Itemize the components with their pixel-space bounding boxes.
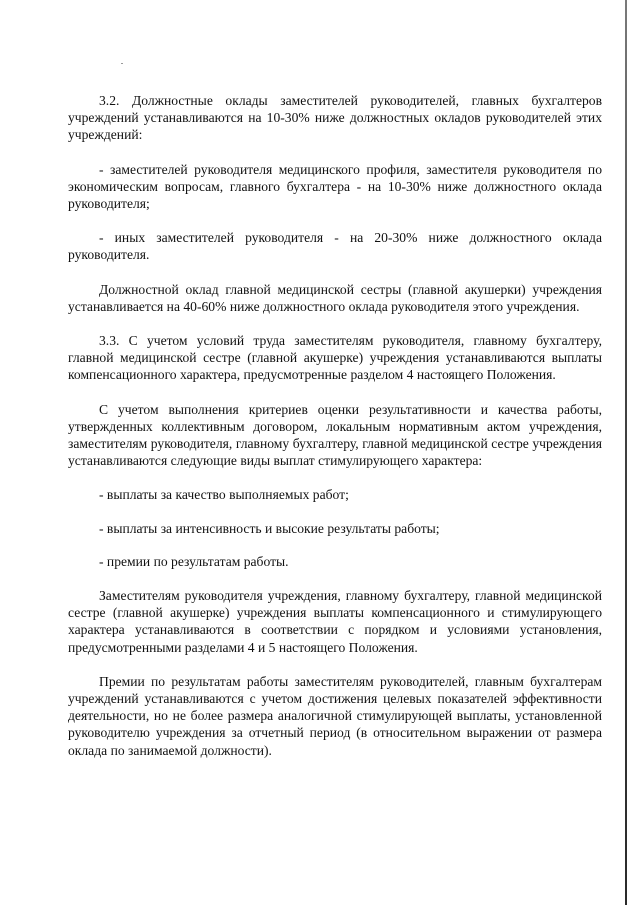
- paragraph-compensation: Заместителям руководителя учреждения, главному бухгалтеру, главной медицинской сестре (главной акушерке) учреждения выплаты компенсационного и стимулирующего характера устанавливаются в соответствии с порядком и условиями установления, предусмотренными разделами 4 и 5 настоящего Положения.: [68, 588, 602, 655]
- bullet-deputies-medical: - заместителей руководителя медицинского профиля, заместителя руководителя по экономическим вопросам, главного бухгалтера - на 10-30% ниже должностного оклада руководителя;: [68, 161, 602, 212]
- scan-speck: [121, 63, 123, 64]
- paragraph-3-3: 3.3. С учетом условий труда заместителям руководителя, главному бухгалтеру, главной медицинской сестре (главной акушерке) учреждения устанавливаются выплаты компенсационного характера, предусмотренные разделом 4 настоящего Положения.: [68, 333, 602, 383]
- bullet-bonuses: - премии по результатам работы.: [99, 553, 289, 569]
- bullet-intensity-payments: - выплаты за интенсивность и высокие результаты работы;: [99, 520, 440, 536]
- paragraph-head-nurse: Должностной оклад главной медицинской сестры (главной акушерки) учреждения устанавливается на 40-60% ниже должностного оклада руководителя этого учреждения.: [68, 281, 602, 314]
- document-page: [68, 92, 602, 776]
- scan-edge-shadow: [625, 0, 627, 905]
- bullet-other-deputies: - иных заместителей руководителя - на 20-30% ниже должностного оклада руководителя.: [68, 230, 602, 263]
- bullet-quality-payments: - выплаты за качество выполняемых работ;: [99, 487, 349, 503]
- paragraph-criteria: С учетом выполнения критериев оценки результативности и качества работы, утвержденных коллективным договором, локальным нормативным актом учреждения, заместителям руководителя, главному бухгалтеру, главной медицинской сестре учреждения устанавливаются следующие виды выплат стимулирующего характера:: [68, 401, 602, 469]
- paragraph-bonus-rules: Премии по результатам работы заместителям руководителей, главным бухгалтерам учреждений устанавливаются с учетом достижения целевых показателей эффективности деятельности, но не более размера аналогичной стимулирующей выплаты, установленной руководителю учреждения за отчетный период (в относительном выражении от размера оклада по занимаемой должности).: [68, 673, 602, 758]
- paragraph-3-2: 3.2. Должностные оклады заместителей руководителей, главных бухгалтеров учреждений устанавливаются на 10-30% ниже должностных окладов руководителей этих учреждений:: [68, 93, 602, 143]
